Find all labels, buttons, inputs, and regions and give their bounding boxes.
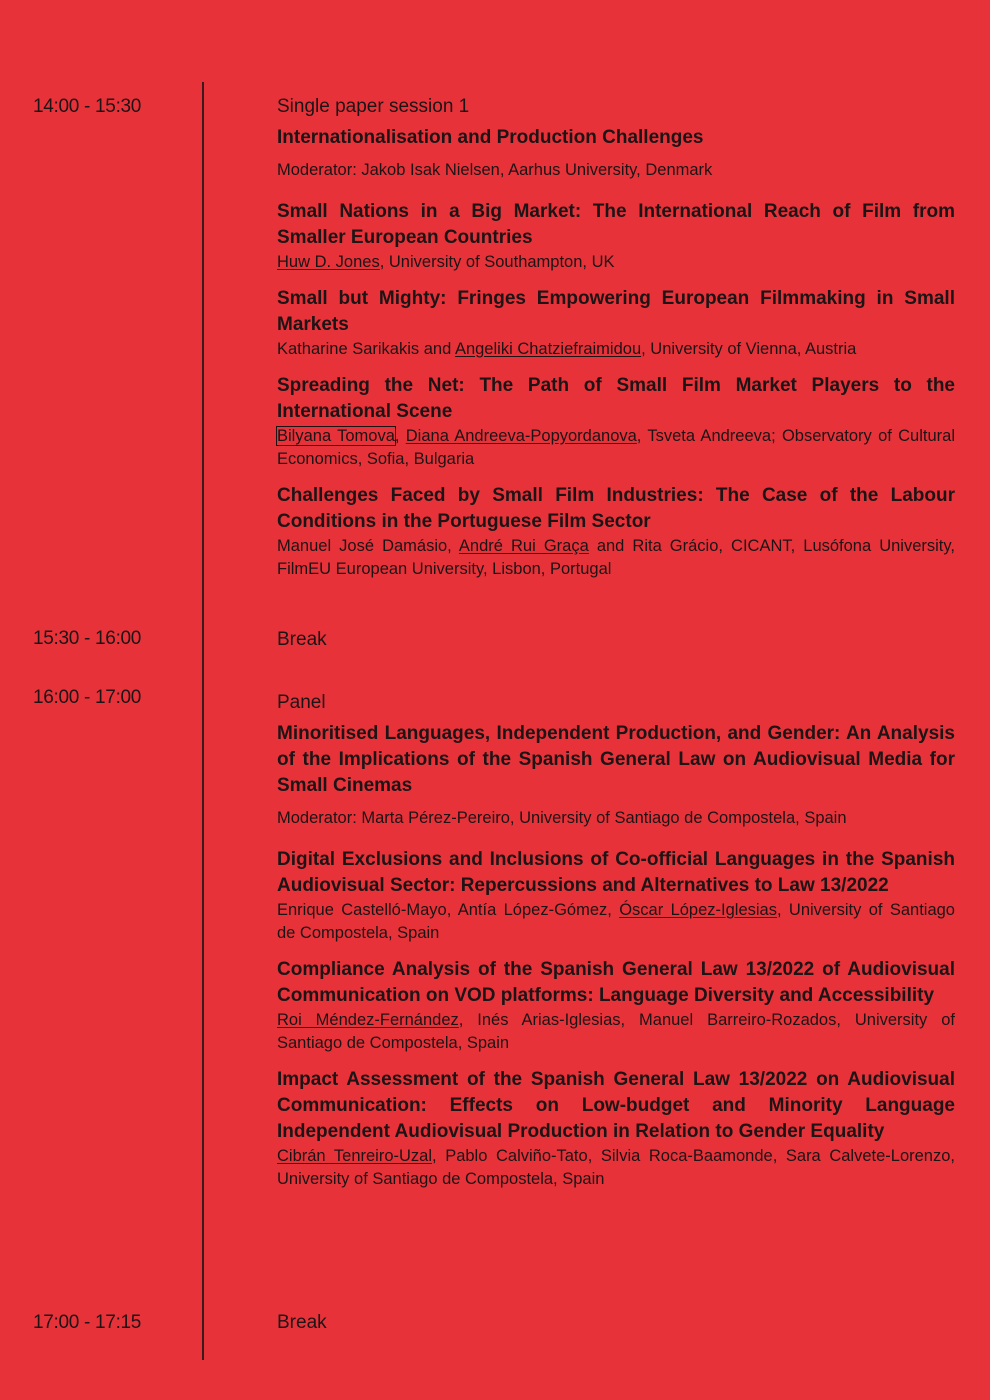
author-text: Katharine Sarikakis and bbox=[277, 340, 455, 358]
presenting-author: Huw D. Jones bbox=[277, 253, 380, 271]
paper-title: Small Nations in a Big Market: The International Reach of Film from Smaller European Countries bbox=[277, 201, 955, 248]
presenting-author: Angeliki Chatziefraimidou bbox=[454, 340, 642, 358]
paper-authors bbox=[277, 425, 955, 471]
session-title: Minoritised Languages, Independent Production, and Gender: An Analysis of the Implications of the Spanish General Law on Audiovisual Media for Small Cinemas bbox=[277, 723, 955, 796]
paper-title: Small but Mighty: Fringes Empowering European Filmmaking in Small Markets bbox=[277, 288, 955, 335]
break-label: Break bbox=[277, 1312, 327, 1333]
paper-title: Compliance Analysis of the Spanish General Law 13/2022 of Audiovisual Communication on VOD platforms: Language Diversity and Accessibility bbox=[277, 959, 955, 1006]
paper-title: Challenges Faced by Small Film Industries: The Case of the Labour Conditions in the Portuguese Film Sector bbox=[277, 485, 955, 532]
time-slot-3: 16:00 - 17:00 bbox=[33, 687, 142, 708]
paper-item bbox=[277, 373, 955, 471]
paper-authors bbox=[277, 899, 955, 945]
paper-authors bbox=[277, 251, 955, 274]
session-type-label: Single paper session 1 bbox=[277, 96, 470, 117]
author-text: , University of Southampton, UK bbox=[379, 253, 615, 271]
paper-title: Impact Assessment of the Spanish General Law 13/2022 on Audiovisual Communication: Effects on Low-budget and Minority Language Independent Audiovisual Production in Relation to Gender Equality bbox=[277, 1069, 955, 1142]
paper-item bbox=[277, 483, 955, 581]
paper-item bbox=[277, 286, 955, 361]
author-text: , Pablo Calviño-Tato, Silvia Roca-Baamonde, Sara Calvete-Lorenzo, University of Santiago de Compostela, Spain bbox=[277, 1147, 955, 1188]
author-text: and Rita Grácio, CICANT, Lusófona University, FilmEU European University, Lisbon, Portugal bbox=[277, 537, 955, 578]
paper-authors bbox=[277, 1145, 955, 1191]
moderator-line: Moderator: Marta Pérez-Pereiro, University of Santiago de Compostela, Spain bbox=[277, 809, 847, 827]
paper-title: Digital Exclusions and Inclusions of Co-official Languages in the Spanish Audiovisual Sector: Repercussions and Alternatives to Law 13/2022 bbox=[277, 849, 955, 896]
presenting-author: Bilyana Tomova bbox=[277, 427, 395, 445]
author-text: , Tsveta Andreeva; Observatory of Cultural Economics, Sofia, Bulgaria bbox=[277, 427, 955, 468]
presenting-author: Cibrán Tenreiro-Uzal bbox=[277, 1147, 433, 1165]
presenting-author: Óscar López-Iglesias bbox=[619, 901, 777, 919]
paper-authors bbox=[277, 338, 955, 361]
paper-list bbox=[277, 199, 955, 581]
time-slot-4: 17:00 - 17:15 bbox=[33, 1312, 142, 1333]
paper-authors bbox=[277, 535, 955, 581]
presenting-author: Diana Andreeva-Popyordanova bbox=[405, 427, 637, 445]
time-slot-2: 15:30 - 16:00 bbox=[33, 628, 142, 649]
author-text: , bbox=[394, 427, 406, 445]
presenting-author: André Rui Graça bbox=[458, 537, 589, 555]
author-text: Enrique Castelló-Mayo, Antía López-Gómez, bbox=[277, 901, 620, 919]
moderator-line: Moderator: Jakob Isak Nielsen, Aarhus University, Denmark bbox=[277, 161, 713, 179]
presenting-author: Roi Méndez-Fernández bbox=[277, 1011, 459, 1029]
author-text: , Inés Arias-Iglesias, Manuel Barreiro-Rozados, University of Santiago de Compostela, Spain bbox=[277, 1011, 955, 1052]
paper-authors bbox=[277, 1009, 955, 1055]
session-panel bbox=[277, 692, 955, 1203]
time-slot-1: 14:00 - 15:30 bbox=[33, 96, 142, 117]
paper-item bbox=[277, 1067, 955, 1191]
author-text: , University of Santiago de Compostela, Spain bbox=[277, 901, 955, 942]
timeline-divider bbox=[202, 82, 204, 1360]
paper-item bbox=[277, 957, 955, 1055]
break-label: Break bbox=[277, 629, 327, 650]
paper-item bbox=[277, 847, 955, 945]
author-text: , University of Vienna, Austria bbox=[641, 340, 857, 358]
paper-title: Spreading the Net: The Path of Small Film Market Players to the International Scene bbox=[277, 375, 955, 422]
paper-list bbox=[277, 847, 955, 1191]
session-type-label: Panel bbox=[277, 692, 326, 713]
session-1 bbox=[277, 96, 955, 593]
session-title: Internationalisation and Production Challenges bbox=[277, 127, 704, 148]
author-text: Manuel José Damásio, bbox=[277, 537, 459, 555]
paper-item bbox=[277, 199, 955, 274]
